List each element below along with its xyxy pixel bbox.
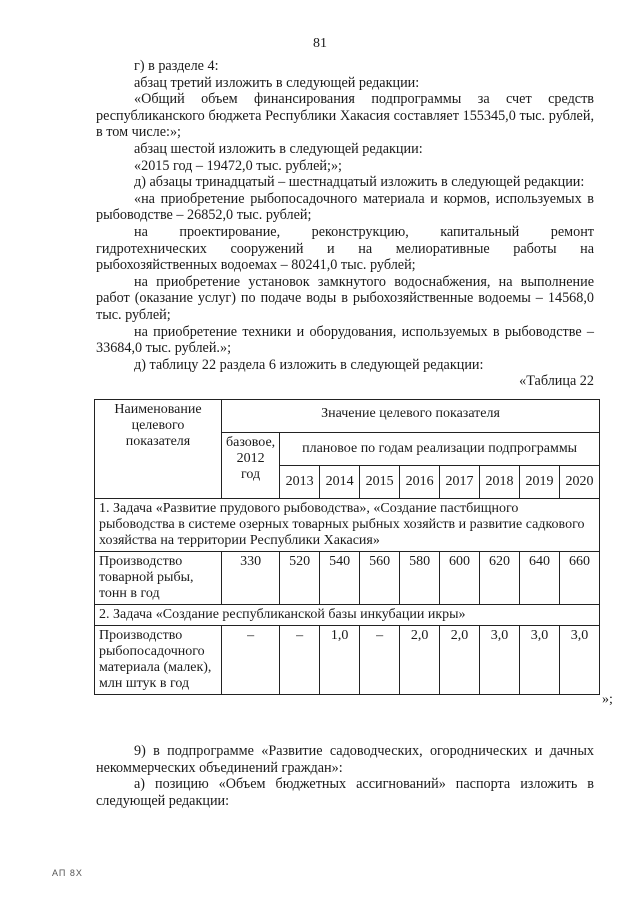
document-body bbox=[96, 58, 594, 390]
year-cell: 2016 bbox=[400, 466, 440, 499]
table-cell: 1,0 bbox=[320, 626, 360, 695]
table-cell: – bbox=[280, 626, 320, 695]
table-task-row bbox=[95, 499, 600, 552]
paragraph-water-supply: на приобретение установок замкнутого водоснабжения, на выполнение работ (оказание услуг) по подаче воды в рыбохозяйственные водоемы – 14568,0 тыс. рублей; bbox=[96, 273, 594, 323]
paragraph-table22-intro: д) таблицу 22 раздела 6 изложить в следующей редакции: bbox=[134, 356, 484, 373]
paragraph-quote-cont: республиканского бюджета Республики Хакасия составляет 155345,0 тыс. рублей, в том числе:»; bbox=[96, 107, 594, 141]
header-planned: плановое по годам реализации подпрограммы bbox=[280, 433, 600, 466]
table-cell: 2,0 bbox=[440, 626, 480, 695]
table-cell: 580 bbox=[400, 552, 440, 605]
paragraph-hydro: на проектирование, реконструкцию, капитальный ремонт гидротехнических сооружений и на мелиоративные работы на рыбохозяйственных водоемах – 80241,0 тыс. рублей; bbox=[96, 223, 594, 274]
table-caption: «Таблица 22 bbox=[519, 373, 594, 390]
paragraph-quote-start: «Общий объем финансирования подпрограммы за счет средств bbox=[134, 91, 594, 108]
paragraph-item-9: 9) в подпрограмме «Развитие садоводческих, огороднических и дачных некоммерческих объединений граждан»: bbox=[96, 743, 594, 776]
footer-code: АП 8Х bbox=[52, 868, 83, 878]
table-cell: 2,0 bbox=[400, 626, 440, 695]
table-cell: 3,0 bbox=[480, 626, 520, 695]
table-header-row bbox=[95, 400, 600, 433]
table-cell: – bbox=[360, 626, 400, 695]
indicator-table bbox=[94, 399, 600, 695]
table-cell: 600 bbox=[440, 552, 480, 605]
year-cell: 2020 bbox=[559, 466, 599, 499]
task-1-heading: 1. Задача «Развитие прудового рыбоводства», «Создание пастбищного рыбоводства в системе озерных товарных рыбных хозяйств и развитие садкового хозяйства на территории Республики Хакасия» bbox=[95, 499, 600, 552]
paragraph-item-a: а) позицию «Объем бюджетных ассигнований» паспорта изложить в следующей редакции: bbox=[96, 776, 594, 809]
paragraph-item-d: д) абзацы тринадцатый – шестнадцатый изложить в следующей редакции: bbox=[134, 174, 585, 191]
table-cell: 540 bbox=[320, 552, 360, 605]
table-cell: 3,0 bbox=[520, 626, 560, 695]
year-cell: 2013 bbox=[280, 466, 320, 499]
header-target-value: Значение целевого показателя bbox=[222, 400, 600, 433]
table-cell: – bbox=[222, 626, 280, 695]
paragraph-abzac-3: абзац третий изложить в следующей редакции: bbox=[134, 74, 420, 91]
paragraph-abzac-6: абзац шестой изложить в следующей редакции: bbox=[134, 140, 423, 157]
header-base-2012: базовое, 2012 год bbox=[222, 433, 280, 499]
year-cell: 2017 bbox=[440, 466, 480, 499]
table-close-quote: »; bbox=[602, 692, 613, 707]
header-indicator-name: Наименование целевого показателя bbox=[95, 400, 222, 499]
year-cell: 2014 bbox=[320, 466, 360, 499]
table-row bbox=[95, 626, 600, 695]
year-cell: 2015 bbox=[360, 466, 400, 499]
table-cell: 330 bbox=[222, 552, 280, 605]
paragraph-fish-material: «на приобретение рыбопосадочного материала и кормов, используемых в рыбоводстве – 26852,0 тыс. рублей; bbox=[96, 190, 594, 224]
row-name-fry: Производство рыбопосадочного материала (малек), млн штук в год bbox=[95, 626, 222, 695]
table-cell: 560 bbox=[360, 552, 400, 605]
paragraph-equipment: на приобретение техники и оборудования, используемых в рыбоводстве – 33684,0 тыс. рублей.»; bbox=[96, 323, 594, 357]
year-cell: 2018 bbox=[480, 466, 520, 499]
task-2-heading: 2. Задача «Создание республиканской базы инкубации икры» bbox=[95, 605, 600, 626]
table-cell: 520 bbox=[280, 552, 320, 605]
row-name-fish: Производство товарной рыбы, тонн в год bbox=[95, 552, 222, 605]
document-tail bbox=[96, 743, 594, 809]
paragraph-2015: «2015 год – 19472,0 тыс. рублей;»; bbox=[134, 157, 342, 174]
table-row bbox=[95, 552, 600, 605]
paragraph-item-g: г) в разделе 4: bbox=[134, 58, 219, 74]
table-cell: 660 bbox=[559, 552, 599, 605]
table-cell: 640 bbox=[520, 552, 560, 605]
table-cell: 3,0 bbox=[559, 626, 599, 695]
table-cell: 620 bbox=[480, 552, 520, 605]
year-cell: 2019 bbox=[520, 466, 560, 499]
page-number: 81 bbox=[313, 36, 327, 51]
table-task-row bbox=[95, 605, 600, 626]
